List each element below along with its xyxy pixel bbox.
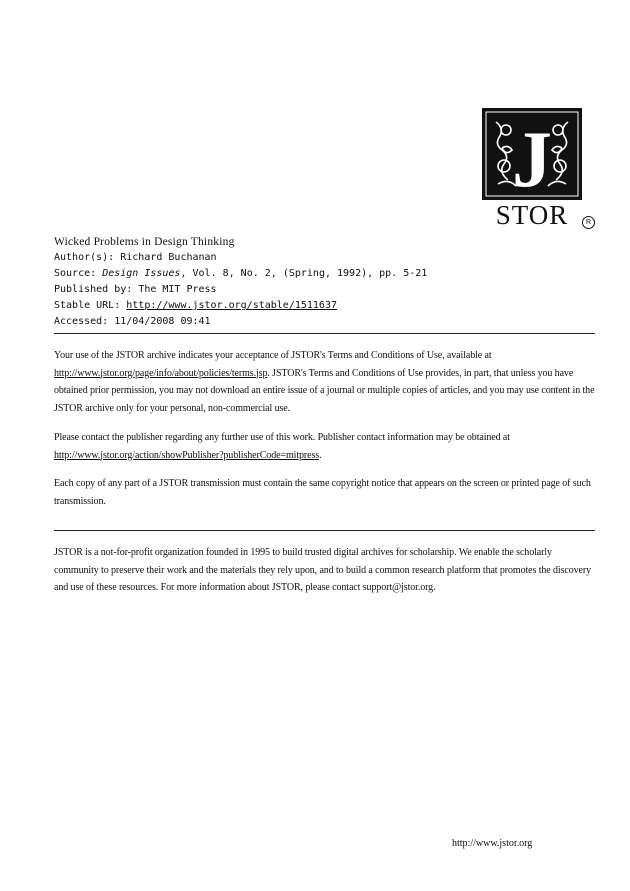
author-row	[54, 250, 427, 266]
jstor-logo	[482, 108, 594, 236]
terms-link[interactable]: http://www.jstor.org/page/info/about/policies/terms.jsp	[54, 367, 268, 379]
publisher-value: The MIT Press	[138, 284, 217, 295]
logo-j-letter: J	[512, 116, 552, 200]
terms-paragraph	[54, 347, 595, 417]
logo-wordmark: STOR	[495, 200, 569, 230]
bottom-divider	[54, 530, 595, 531]
registered-mark-icon: R	[582, 216, 595, 229]
publisher-contact-paragraph	[54, 429, 595, 464]
source-detail: , Vol. 8, No. 2, (Spring, 1992), pp. 5-21	[180, 268, 428, 279]
source-label: Source:	[54, 268, 97, 279]
publisher-label: Published by:	[54, 284, 133, 295]
stable-url-row	[54, 298, 427, 314]
article-title: Wicked Problems in Design Thinking	[54, 236, 235, 248]
journal-name: Design Issues	[102, 268, 181, 279]
terms-text-after: . JSTOR's Terms and Conditions of Use provides, in part, that unless you have obtained prior permission, you may not download an entire issue of a journal or multiple copies of articles, and you may use content in the JSTOR archive only for your personal, non-commercial use.	[54, 367, 595, 414]
accessed-value: 11/04/2008 09:41	[114, 316, 211, 327]
source-row	[54, 266, 427, 282]
author-value: Richard Buchanan	[120, 252, 217, 263]
about-jstor-paragraph: JSTOR is a not-for-profit organization founded in 1995 to build trusted digital archives for scholarship. We enable the scholarly community to preserve their work and the materials they rely upon, and to build a common research platform that promotes the discovery and use of these resources. For more information about JSTOR, please contact support@jstor.org.	[54, 547, 591, 593]
citation-block	[54, 234, 427, 330]
jstor-emblem-icon	[482, 108, 582, 200]
top-divider	[54, 333, 595, 334]
author-label: Author(s):	[54, 252, 115, 263]
publisher-contact-period: .	[319, 449, 322, 461]
accessed-row	[54, 314, 427, 330]
publisher-contact-text: Please contact the publisher regarding any further use of this work. Publisher contact information may be obtained at	[54, 432, 510, 443]
publisher-contact-link[interactable]: http://www.jstor.org/action/showPublisher?publisherCode=mitpress	[54, 449, 320, 461]
footer-url[interactable]: http://www.jstor.org	[452, 838, 533, 849]
copyright-notice-paragraph: Each copy of any part of a JSTOR transmission must contain the same copyright notice that appears on the screen or printed page of such transmission.	[54, 478, 591, 507]
terms-text-before: Your use of the JSTOR archive indicates your acceptance of JSTOR's Terms and Conditions of Use, available at	[54, 350, 492, 361]
publisher-row	[54, 282, 427, 298]
accessed-label: Accessed:	[54, 316, 109, 327]
stable-url-link[interactable]: http://www.jstor.org/stable/1511637	[126, 300, 337, 311]
stable-url-label: Stable URL:	[54, 300, 121, 311]
